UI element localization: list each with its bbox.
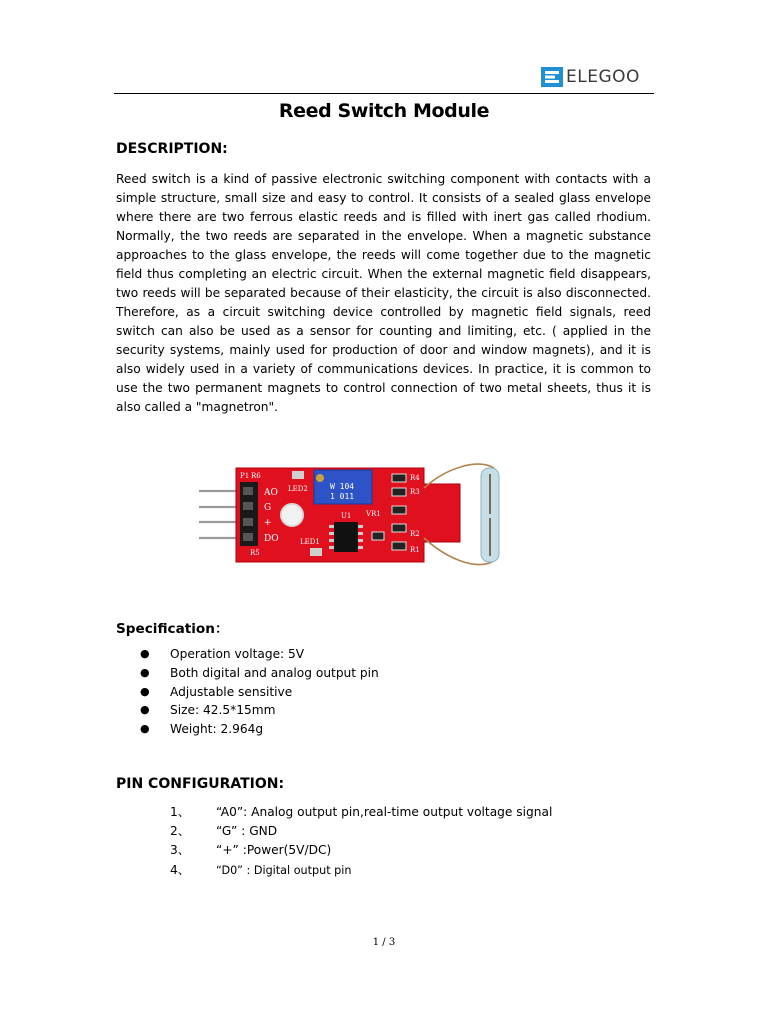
led1-component	[310, 548, 322, 556]
pot-label-1: W 104	[330, 482, 355, 491]
spec-text: Weight: 2.964g	[170, 722, 264, 737]
pin-text: “+” :Power(5V/DC)	[216, 843, 332, 858]
elegoo-logo	[541, 66, 641, 88]
list-item	[140, 683, 379, 702]
pin-number: 4、	[170, 862, 190, 877]
logo-text: ELEGOO	[566, 67, 640, 87]
pin-number: 1、	[170, 805, 190, 819]
silk-r6: R6	[251, 472, 261, 480]
list-item	[170, 822, 552, 841]
list-item	[140, 701, 379, 720]
spec-text: Operation voltage: 5V	[170, 647, 305, 661]
pin-label-do: DO	[264, 534, 279, 544]
list-item	[170, 861, 552, 880]
pot-label-2: 1 011	[330, 492, 355, 501]
bullet-icon: ●	[140, 722, 150, 736]
pin-text: “A0”: Analog output pin,real-time output voltage signal	[216, 805, 553, 819]
list-item	[170, 803, 552, 822]
silk-r3: R3	[410, 488, 420, 496]
bullet-icon: ●	[140, 684, 150, 698]
led2-component	[292, 471, 304, 479]
header-rule	[114, 93, 654, 94]
silk-r2: R2	[410, 530, 420, 538]
silk-u1: U1	[341, 512, 352, 520]
pin-label-plus: +	[264, 518, 272, 528]
description-text: Reed switch is a kind of passive electronic switching component with contacts with a simple structure, small size and easy to control. It consists of a sealed glass envelope where there are two ferrous elastic reeds and is filled with inert gas called rhodium. Normally, the two reeds are separated in the envelope. When a magnetic substance approaches to the glass envelope, the reeds will come together due to the magnetic field thus completing an electric circuit. When the external magnetic field disappears, two reeds will be separated because of their elasticity, the circuit is also disconnected. Therefore, as a circuit switching device controlled by magnetic field signals, reed switch can also be used as a sensor for counting and limiting, etc. ( applied in the security systems, mainly used for production of door and window magnets), and it is also widely used in a variety of communications devices. In practice, it is common to use the two permanent magnets to control connection of two metal sheets, thus it is also called a "magnetron".	[116, 172, 651, 414]
pin-text: “G” : GND	[216, 824, 278, 839]
pin-text: “D0” : Digital output pin	[216, 863, 352, 877]
list-item	[140, 720, 379, 739]
bullet-icon: ●	[140, 703, 150, 717]
silk-r4: R4	[410, 474, 420, 482]
page-title: Reed Switch Module	[278, 100, 490, 122]
pin-label-ao: AO	[264, 488, 278, 498]
spec-text: Both digital and analog output pin	[170, 665, 379, 680]
silk-led2: LED2	[288, 485, 308, 493]
bullet-icon: ●	[140, 647, 150, 660]
list-item	[140, 645, 379, 664]
pin-number: 2、	[170, 824, 190, 839]
specification-list	[140, 645, 379, 739]
bullet-icon: ●	[140, 665, 150, 679]
list-item	[140, 664, 379, 683]
mounting-hole	[281, 504, 303, 526]
silk-r1: R1	[410, 546, 420, 554]
list-item	[170, 841, 552, 860]
pin-configuration-heading: PIN CONFIGURATION:	[116, 776, 285, 792]
description-heading: DESCRIPTION:	[116, 141, 228, 157]
spec-text: Adjustable sensitive	[170, 684, 293, 699]
elegoo-logo-icon	[541, 67, 563, 87]
silk-led1: LED1	[300, 538, 320, 546]
page-number: 1 / 3	[372, 937, 396, 948]
pin-number: 3、	[170, 843, 190, 858]
spec-text: Size: 42.5*15mm	[170, 703, 276, 718]
pin-configuration-list	[170, 803, 552, 880]
comparator-chip	[334, 522, 358, 552]
reed-switch-module-image	[196, 458, 508, 570]
silk-r5: R5	[250, 549, 260, 557]
pin-label-g: G	[264, 503, 272, 513]
silk-vr1: VR1	[366, 510, 381, 518]
silk-p1: P1	[240, 472, 250, 480]
specification-heading: Specification：	[116, 621, 229, 637]
